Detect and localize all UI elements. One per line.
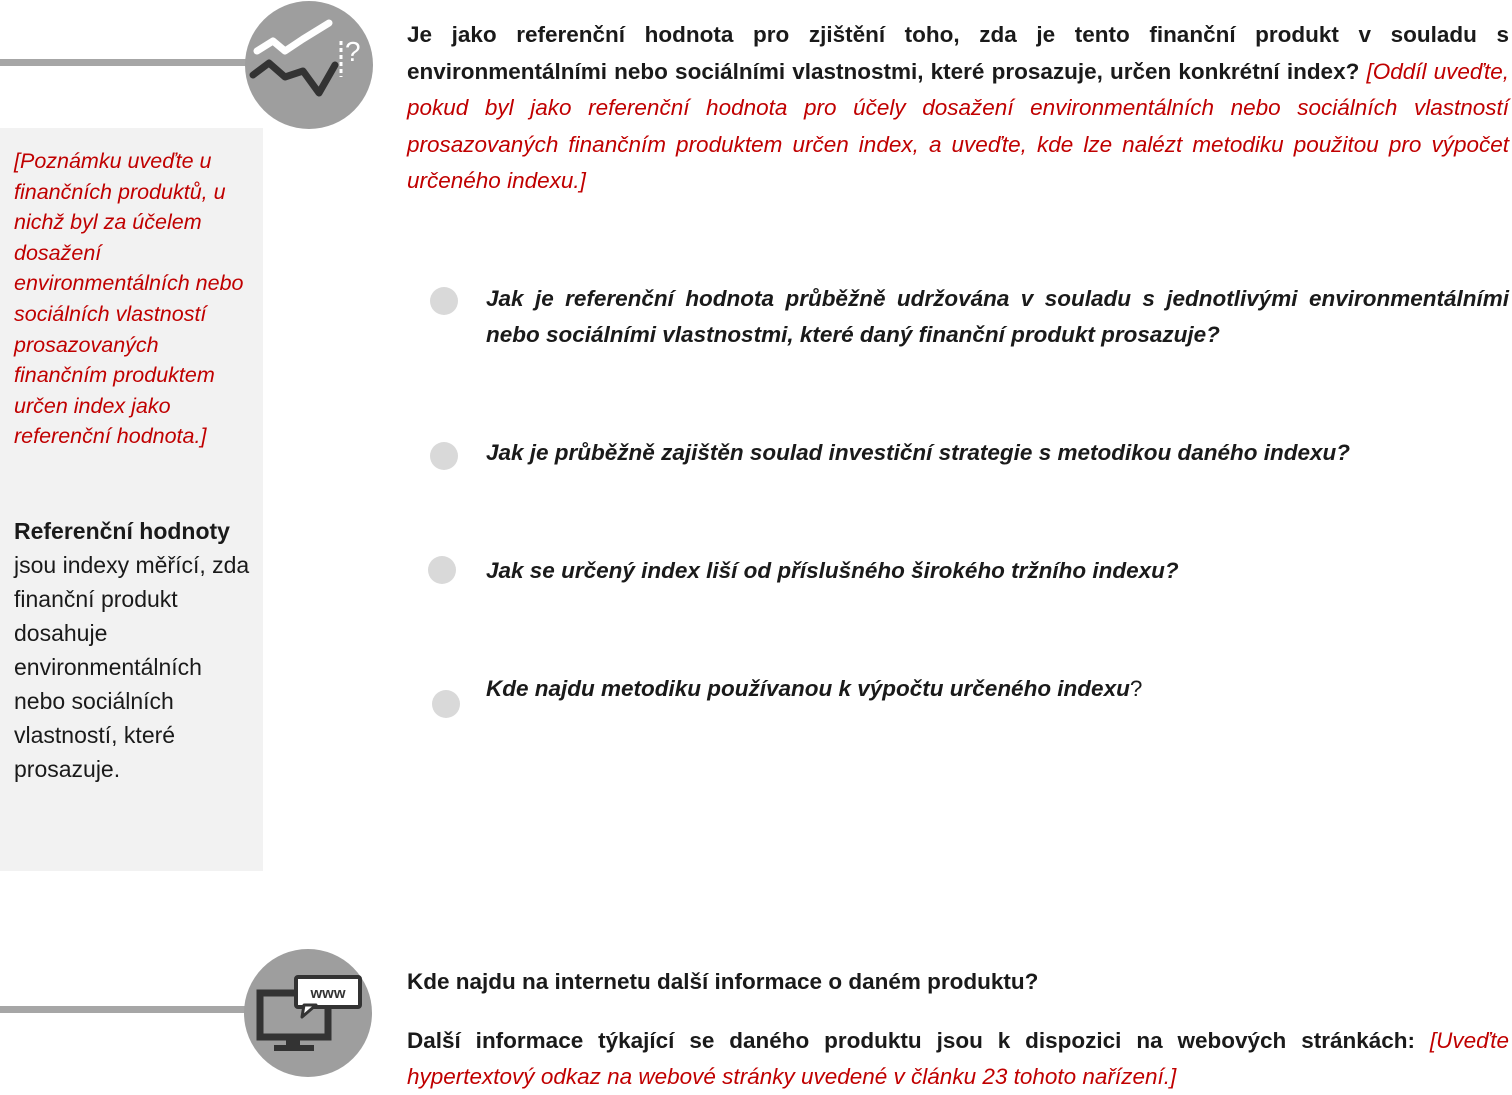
web-info-question: Kde najdu na internetu další informace o daném produktu? <box>407 969 1039 994</box>
definition-text: jsou indexy měřící, zda finanční produkt dosahuje environmentálních nebo sociálních vlastností, které prosazuje. <box>14 552 250 782</box>
chart-question-icon <box>245 1 373 129</box>
web-info-note: [Uveďte hypertextový odkaz na webové stránky uvedené v článku 23 tohoto nařízení.] <box>407 1028 1509 1089</box>
index-question-block <box>407 17 1509 200</box>
bullet-icon <box>430 442 458 470</box>
sub-question-2: Jak je průběžně zajištěn soulad investiční strategie s metodikou daného indexu? <box>486 440 1350 465</box>
section-divider-line-bottom <box>0 1006 252 1013</box>
section-divider-line-top <box>0 59 252 66</box>
web-info-answer: Další informace týkající se daného produktu jsou k dispozici na webových stránkách: <box>407 1028 1415 1053</box>
sub-question-1: Jak je referenční hodnota průběžně udržována v souladu s jednotlivými environmentálními nebo sociálními vlastnostmi, které daný finanční produkt prosazuje? <box>486 286 1509 347</box>
www-label: www <box>310 985 346 1002</box>
web-info-answer-block <box>407 1023 1509 1095</box>
computer-www-icon <box>244 949 372 1077</box>
definition-term: Referenční hodnoty <box>14 518 230 544</box>
bullet-icon <box>428 556 456 584</box>
sidebar-panel <box>0 128 263 871</box>
question-mark-glyph: ? <box>345 36 361 67</box>
sub-question-4-tail: ? <box>1129 676 1143 701</box>
sidebar-note: [Poznámku uveďte u finančních produktů, u nichž byl za účelem dosažení environmentálních nebo sociálních vlastností prosazovaných finančním produktem určen index jako referenční hodnota.] <box>14 149 244 449</box>
bullet-icon <box>432 690 460 718</box>
index-section-note: [Oddíl uveďte, pokud byl jako referenční hodnota pro účely dosažení environmentálních nebo sociálních vlastností prosazovaných finančním produktem určen index, a uveďte, kde lze nalézt metodiku použitou pro výpočet určeného indexu.] <box>407 58 1510 193</box>
sub-question-3: Jak se určený index liší od příslušného širokého tržního indexu? <box>486 558 1179 583</box>
bullet-icon <box>430 287 458 315</box>
sub-question-4-block <box>486 671 1509 707</box>
sidebar-definition <box>14 514 254 786</box>
index-question: Je jako referenční hodnota pro zjištění toho, zda je tento finanční produkt v souladu s environmentálními nebo sociálními vlastnostmi, které prosazuje, určen konkrétní index? <box>407 22 1509 84</box>
sub-question-4: Kde najdu metodiku používanou k výpočtu určeného indexu <box>486 676 1130 701</box>
